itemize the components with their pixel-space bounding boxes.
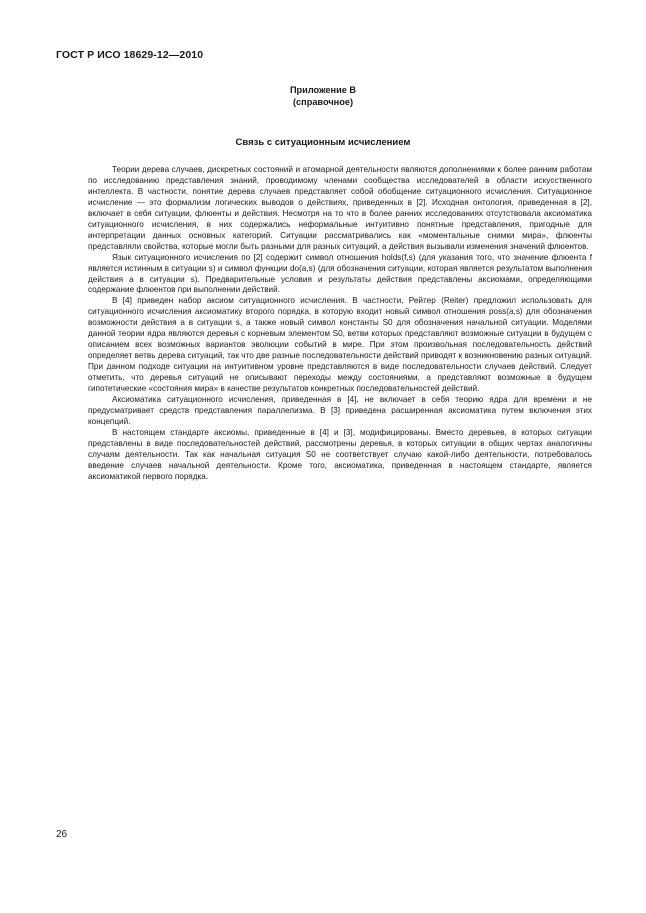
- paragraph-2: Язык ситуационного исчисления по [2] содержит символ отношения holds(f,s) (для указания того, что значение флюента f является истинным в ситуации s) и символ функции do(a,s) (для обозначения ситуации, которая является результатом выполнения действия a в ситуации s). Предварительные условия и результаты действия представлены аксиомами, определяющими содержание флюентов при выполнении действий.: [88, 252, 592, 295]
- section-title: Связь с ситуационным исчислением: [235, 137, 411, 148]
- paragraph-1: Теории дерева случаев, дискретных состояний и атомарной деятельности являются дополнениями к более ранним работам по исследованию представления знаний, проводимому членами сообщества исследователей в области искусственного интеллекта. В частности, понятие дерева случаев представляет собой обобщение ситуационного исчисления. Ситуационное исчисление — это формализм логических выводов о действиях, приведенных в [2]. Исходная онтология, приведенная в [2], включает в себя ситуации, флюенты и действия. Несмотря на то что в более ранних исследованиях отсутствовала аксиоматика ситуационного исчисления, в них содержались неформальные интуитивно понятные представления, пригодные для интерпретации данных основных категорий. Ситуации рассматривались как «моментальные снимки мира», флюенты представляли свойства, которые могли быть разными для разных ситуаций, а действия вызывали изменения значений флюентов.: [88, 165, 592, 251]
- annex-heading: [0, 84, 646, 108]
- standard-header: ГОСТ Р ИСО 18629-12—2010: [56, 49, 204, 61]
- paragraph-3: В [4] приведен набор аксиом ситуационного исчисления. В частности, Рейтер (Reiter) предложил использовать для ситуационного исчисления аксиоматику второго порядка, в которую входит новый символ отношения poss(a,s) для обозначения возможности действия a в ситуации s, а также новый символ константы S0 для обозначения начальной ситуации. Моделями данной теории ядра являются деревья с корневым элементом S0, ветви которых представляют возможные ситуации в будущем с описанием всех возможных вариантов эволюции событий в мире. При этом произвольная последовательность действий определяет ветвь дерева ситуаций, так что две разные последовательности действий приводят к возникновению разных ситуаций. При данном подходе ситуации на интуитивном уровне представляются в виде последовательности случаев действий. Следует отметить, что деревья ситуаций не описывают переходы между состояниями, а представляют возможные в будущем гипотетические «состояния мира» в качестве результатов конкретных последовательностей действий.: [88, 296, 592, 394]
- paragraph-5: В настоящем стандарте аксиомы, приведенные в [4] и [3], модифицированы. Вместо деревьев, в которых ситуации представлены в виде последовательностей действий, рассмотрены деревья, в которых ситуации в общих чертах аналогичны случаям деятельности. Так как начальная ситуация S0 не соответствует случаю какой-либо деятельности, потребовалось введение случаев начальной деятельности. Кроме того, аксиоматика, приведенная в настоящем стандарте, является аксиоматикой первого порядка.: [88, 427, 592, 481]
- body-text: [88, 165, 592, 483]
- paragraph-4: Аксиоматика ситуационного исчисления, приведенная в [4], не включает в себя теорию ядра для времени и не предусматривает средств представления параллелизма. В [3] приведена расширенная аксиоматика путем включения этих концепций.: [88, 395, 592, 426]
- annex-subtitle: (справочное): [292, 97, 353, 107]
- page-number: 26: [56, 829, 68, 840]
- annex-title: Приложение B: [289, 85, 357, 95]
